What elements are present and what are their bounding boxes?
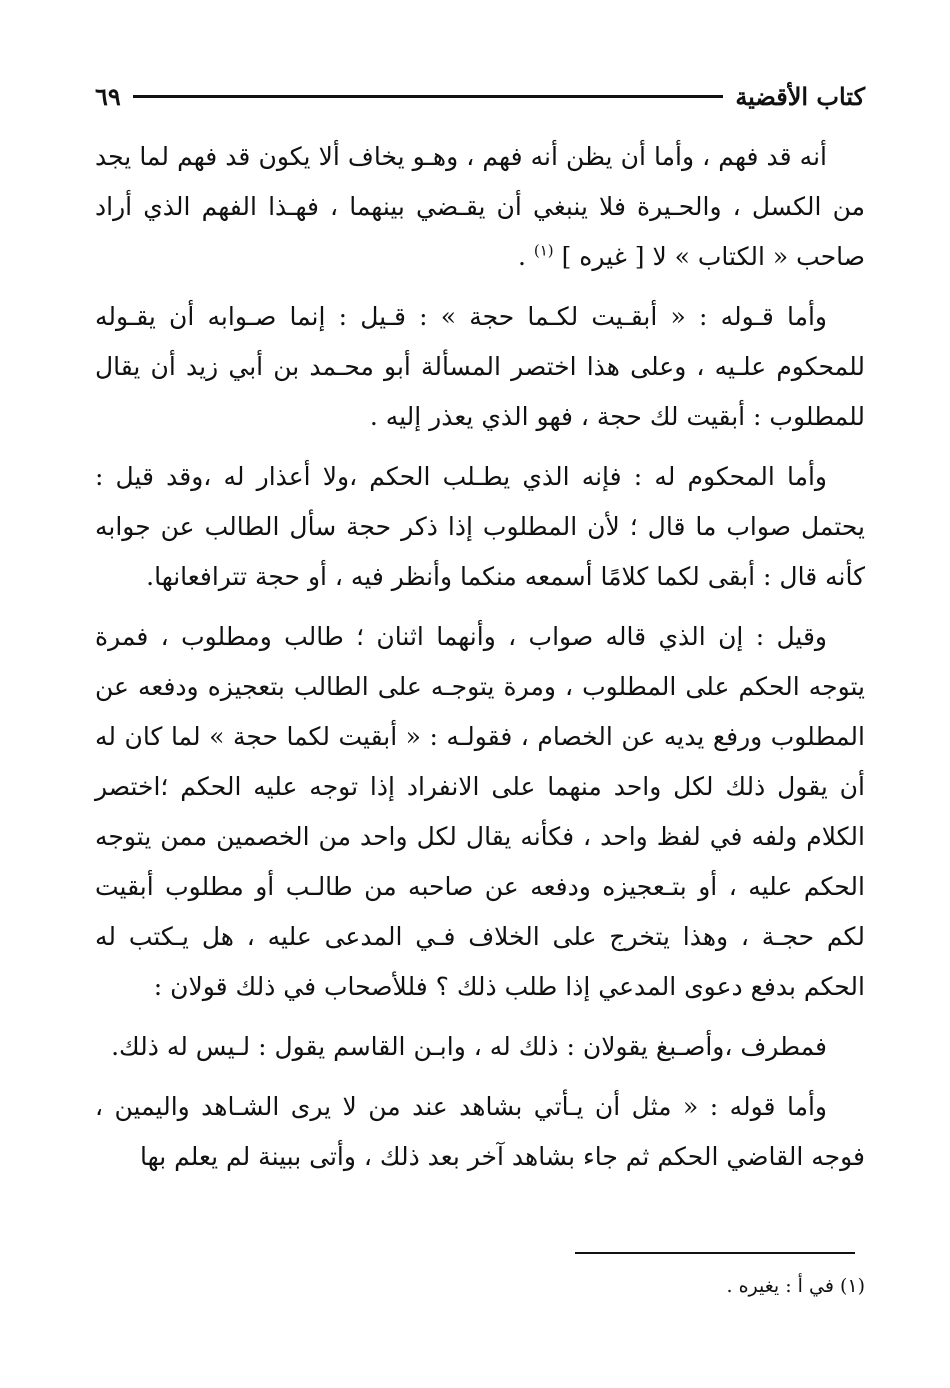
running-header <box>95 78 865 114</box>
header-title: كتاب الأقضية <box>735 81 865 111</box>
footnote-reference: (١) <box>533 241 554 260</box>
paragraph-6: وأما قوله : « مثل أن يـأتي بشاهد عند من لا يرى الشـاهد واليمين ، فوجه القاضي الحكم ثم جاء بشاهد آخر بعد ذلك ، وأتى ببينة لم يعلم بها <box>95 1092 865 1171</box>
body-text <box>95 132 865 1192</box>
paragraph-1-text: أنه قد فهم ، وأما أن يظن أنه فهم ، وهـو يخاف ألا يكون قد فهم لما يجد من الكسل ، والحـيرة فلا ينبغي أن يقـضي بينهما ، فهـذا الفهم الذي أراد صاحب « الكتاب » لا [ غيره ] <box>95 142 865 271</box>
paragraph-2: وأما قـوله : « أبقـيت لكـما حجة » : قـيل : إنما صـوابه أن يقـوله للمحكوم علـيه ، وعلى هذا اختصر المسألة أبو محـمد بن أبي زيد أن يقال للمطلوب : أبقيت لك حجة ، فهو الذي يعذر إليه . <box>95 302 865 431</box>
paragraph-5: فمطرف ،وأصـبغ يقولان : ذلك له ، وابـن القاسم يقول : لـيس له ذلك. <box>111 1032 827 1061</box>
paragraph-3: وأما المحكوم له : فإنه الذي يطـلب الحكم ،ولا أعذار له ،وقد قيل : يحتمل صواب ما قال ؛ لأن المطلوب إذا ذكر حجة سأل الطالب عن جوابه كأنه قال : أبقى لكما كلامًا أسمعه منكما وأنظر فيه ، أو حجة تترافعانها. <box>95 462 865 591</box>
page-number: ٦٩ <box>95 81 121 111</box>
header-rule <box>133 95 724 98</box>
footnote-1: (١) في أ : يغيره . <box>726 1275 865 1297</box>
paragraph-4: وقيل : إن الذي قاله صواب ، وأنهما اثنان ؛ طالب ومطلوب ، فمرة يتوجه الحكم على المطلوب ، ومرة يتوجـه على الطالب بتعجيزه ودفعه عن المطلوب ورفع يديه عن الخصام ، فقولـه : « أبقيت لكما حجة » لما كان له أن يقول ذلك لكل واحد منهما على الانفراد إذا توجه عليه الحكم ؛اختصر الكلام ولفه في لفظ واحد ، فكأنه يقال لكل واحد من الخصمين ممن يتوجه الحكم عليه ، أو بتـعجيزه ودفعه عن صاحبه من طالـب أو مطلوب أبقيت لكم حجـة ، وهذا يتخرج على الخلاف فـي المدعى عليه ، هل يـكتب له الحكم بدفع دعوى المدعي إذا طلب ذلك ؟ فللأصحاب في ذلك قولان : <box>95 622 865 1001</box>
paragraph-1-end: . <box>517 242 534 271</box>
footnote-separator <box>575 1252 855 1254</box>
paragraph-1 <box>95 132 865 282</box>
